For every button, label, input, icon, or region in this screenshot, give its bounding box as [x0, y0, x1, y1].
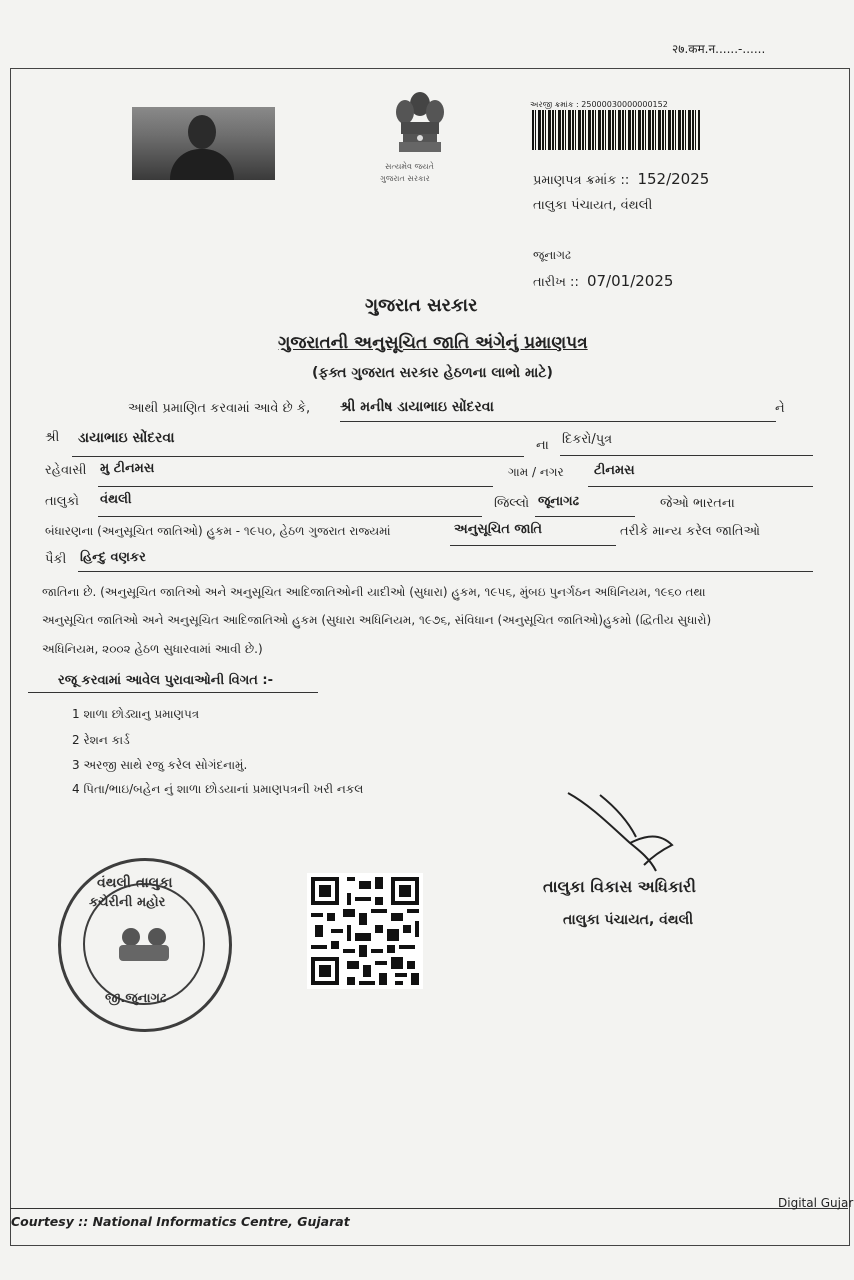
evidence-item: 3 અરજી સાથે રજુ કરેલ સોગંદનામું. [72, 758, 248, 772]
footer-digital-gujarat: Digital Gujar [778, 1196, 854, 1210]
village-label: ગામ / નગર [508, 465, 564, 479]
intro-text: આથી પ્રમાણિત કરવામાં આવે છે કે, [128, 401, 311, 416]
certificate-title: ગુજરાતની અનુસૂચિત જાતિ અંગેનું પ્રમાણપત્ર [278, 333, 588, 353]
joe-text: જેઓ ભારતના [660, 496, 735, 511]
reference-note: २७.कम.न......-...... [672, 42, 766, 56]
seal-center-text: કચેરીની મહોર [89, 895, 166, 910]
applicant-photo [132, 107, 275, 180]
district-label: જિલ્લો [494, 496, 530, 511]
header-district: જૂનાગઢ [533, 248, 571, 262]
relation: દિકરો/પુત્ર [562, 432, 613, 447]
emblem-caption-2: ગુજરાત સરકાર [380, 174, 430, 183]
shri-text: શ્રી [45, 430, 60, 445]
village-value: ટીનમસ [594, 463, 635, 478]
evidence-item: 2 રેશન કાર્ડ [72, 733, 130, 747]
barcode-label: અરજી ક્રમાંક : 25000030000000152 [530, 100, 668, 109]
qr-code [307, 873, 423, 989]
evidence-item: 4 પિતા/ભાઇ/બહેન નું શાળા છોડયાનાં પ્રમાણપત્રની ખરી નકલ [72, 782, 364, 796]
certificate-number: 152/2025 [637, 170, 710, 188]
certificate-subtitle: (ફક્ત ગુજરાત સરકાર હેઠળના લાભો માટે) [312, 365, 553, 381]
resident-value: મુ ટીનમસ [100, 461, 155, 476]
father-name: ડાયાભાઇ સોંદરવા [78, 430, 175, 446]
govt-title: ગુજરાત સરકાર [365, 295, 478, 316]
seal-bottom-text: જી.જુનાગઢ [105, 991, 167, 1006]
recognized-text: તરીકે માન્ય કરેલ જાતિઓ [620, 524, 761, 539]
paragraph-line-2: અનુસૂચિત જાતિઓ અને અનુસૂચિત આદિજાતિઓ હુકમ (સુધારા અધિનિયમ, ૧૯૭૬, સંવિધાન (અનુસૂચિત જાતિઓ)હુકમો (દ્વિતીય સુધારો) [42, 613, 712, 627]
date-label: તારીખ :: [533, 275, 579, 290]
date-row [533, 272, 673, 290]
resident-label: રહેવાસી [45, 463, 87, 478]
header-office: તાલુકા પંચાયત, વંથલી [533, 198, 653, 213]
seal-emblem-icon [111, 923, 177, 967]
signature-office: તાલુકા પંચાયત, વંથલી [563, 912, 694, 928]
na-text: ના [536, 438, 549, 453]
te-text: ને [775, 401, 785, 416]
evidence-heading: રજૂ કરવામાં આવેલ પુરાવાઓની વિગત :- [58, 673, 273, 688]
certificate-number-row [533, 170, 709, 188]
footer-courtesy: Courtesy :: National Informatics Centre, Gujarat [11, 1214, 350, 1229]
certificate-date: 07/01/2025 [586, 272, 674, 290]
certificate-border [10, 68, 850, 1246]
barcode [532, 110, 700, 150]
paragraph-line-1: જાતિના છે. (અનુસૂચિત જાતિઓ અને અનુસૂચિત આદિજાતિઓની યાદીઓ (સુધારા) હુકમ, ૧૯૫૬, મુંબઇ પુનર્ગઠન અધિનિયમ, ૧૯૬૦ તથા [42, 585, 706, 599]
paragraph-line-3: અધિનિયમ, ૨૦૦૨ હેઠળ સુધારવામાં આવી છે.) [42, 642, 263, 656]
signature-designation: તાલુકા વિકાસ અધિકારી [543, 877, 696, 896]
law-line: બંધારણના (અનુસૂચિત જાતિઓ) હુકમ - ૧૯૫૦, હેઠળ ગુજરાત રાજ્યમાં [45, 524, 391, 538]
caste-value: હિન્દુ વણકર [80, 550, 146, 565]
seal-top-text: વંથલી તાલુકા [97, 875, 173, 891]
taluka-label: તાલુકો [45, 494, 80, 509]
emblem-caption-1: સત્યમેવ જયતે [385, 162, 434, 171]
category-value: અનુસૂચિત જાતિ [454, 522, 543, 537]
officer-signature [560, 785, 700, 885]
evidence-item: 1 શાળા છોડ્યાનુ પ્રમાણપત્ર [72, 707, 200, 721]
certificate-number-label: પ્રમાણપત્ર ક્રમાંક :: [533, 173, 630, 188]
district-value: જૂનાગઢ [538, 494, 580, 509]
office-seal [58, 858, 232, 1032]
taluka-value: વંથલી [100, 492, 132, 507]
paiki-text: પૈકી [45, 552, 67, 567]
applicant-name: શ્રી મનીષ ડાયાભાઇ સોંદરવા [340, 399, 494, 415]
